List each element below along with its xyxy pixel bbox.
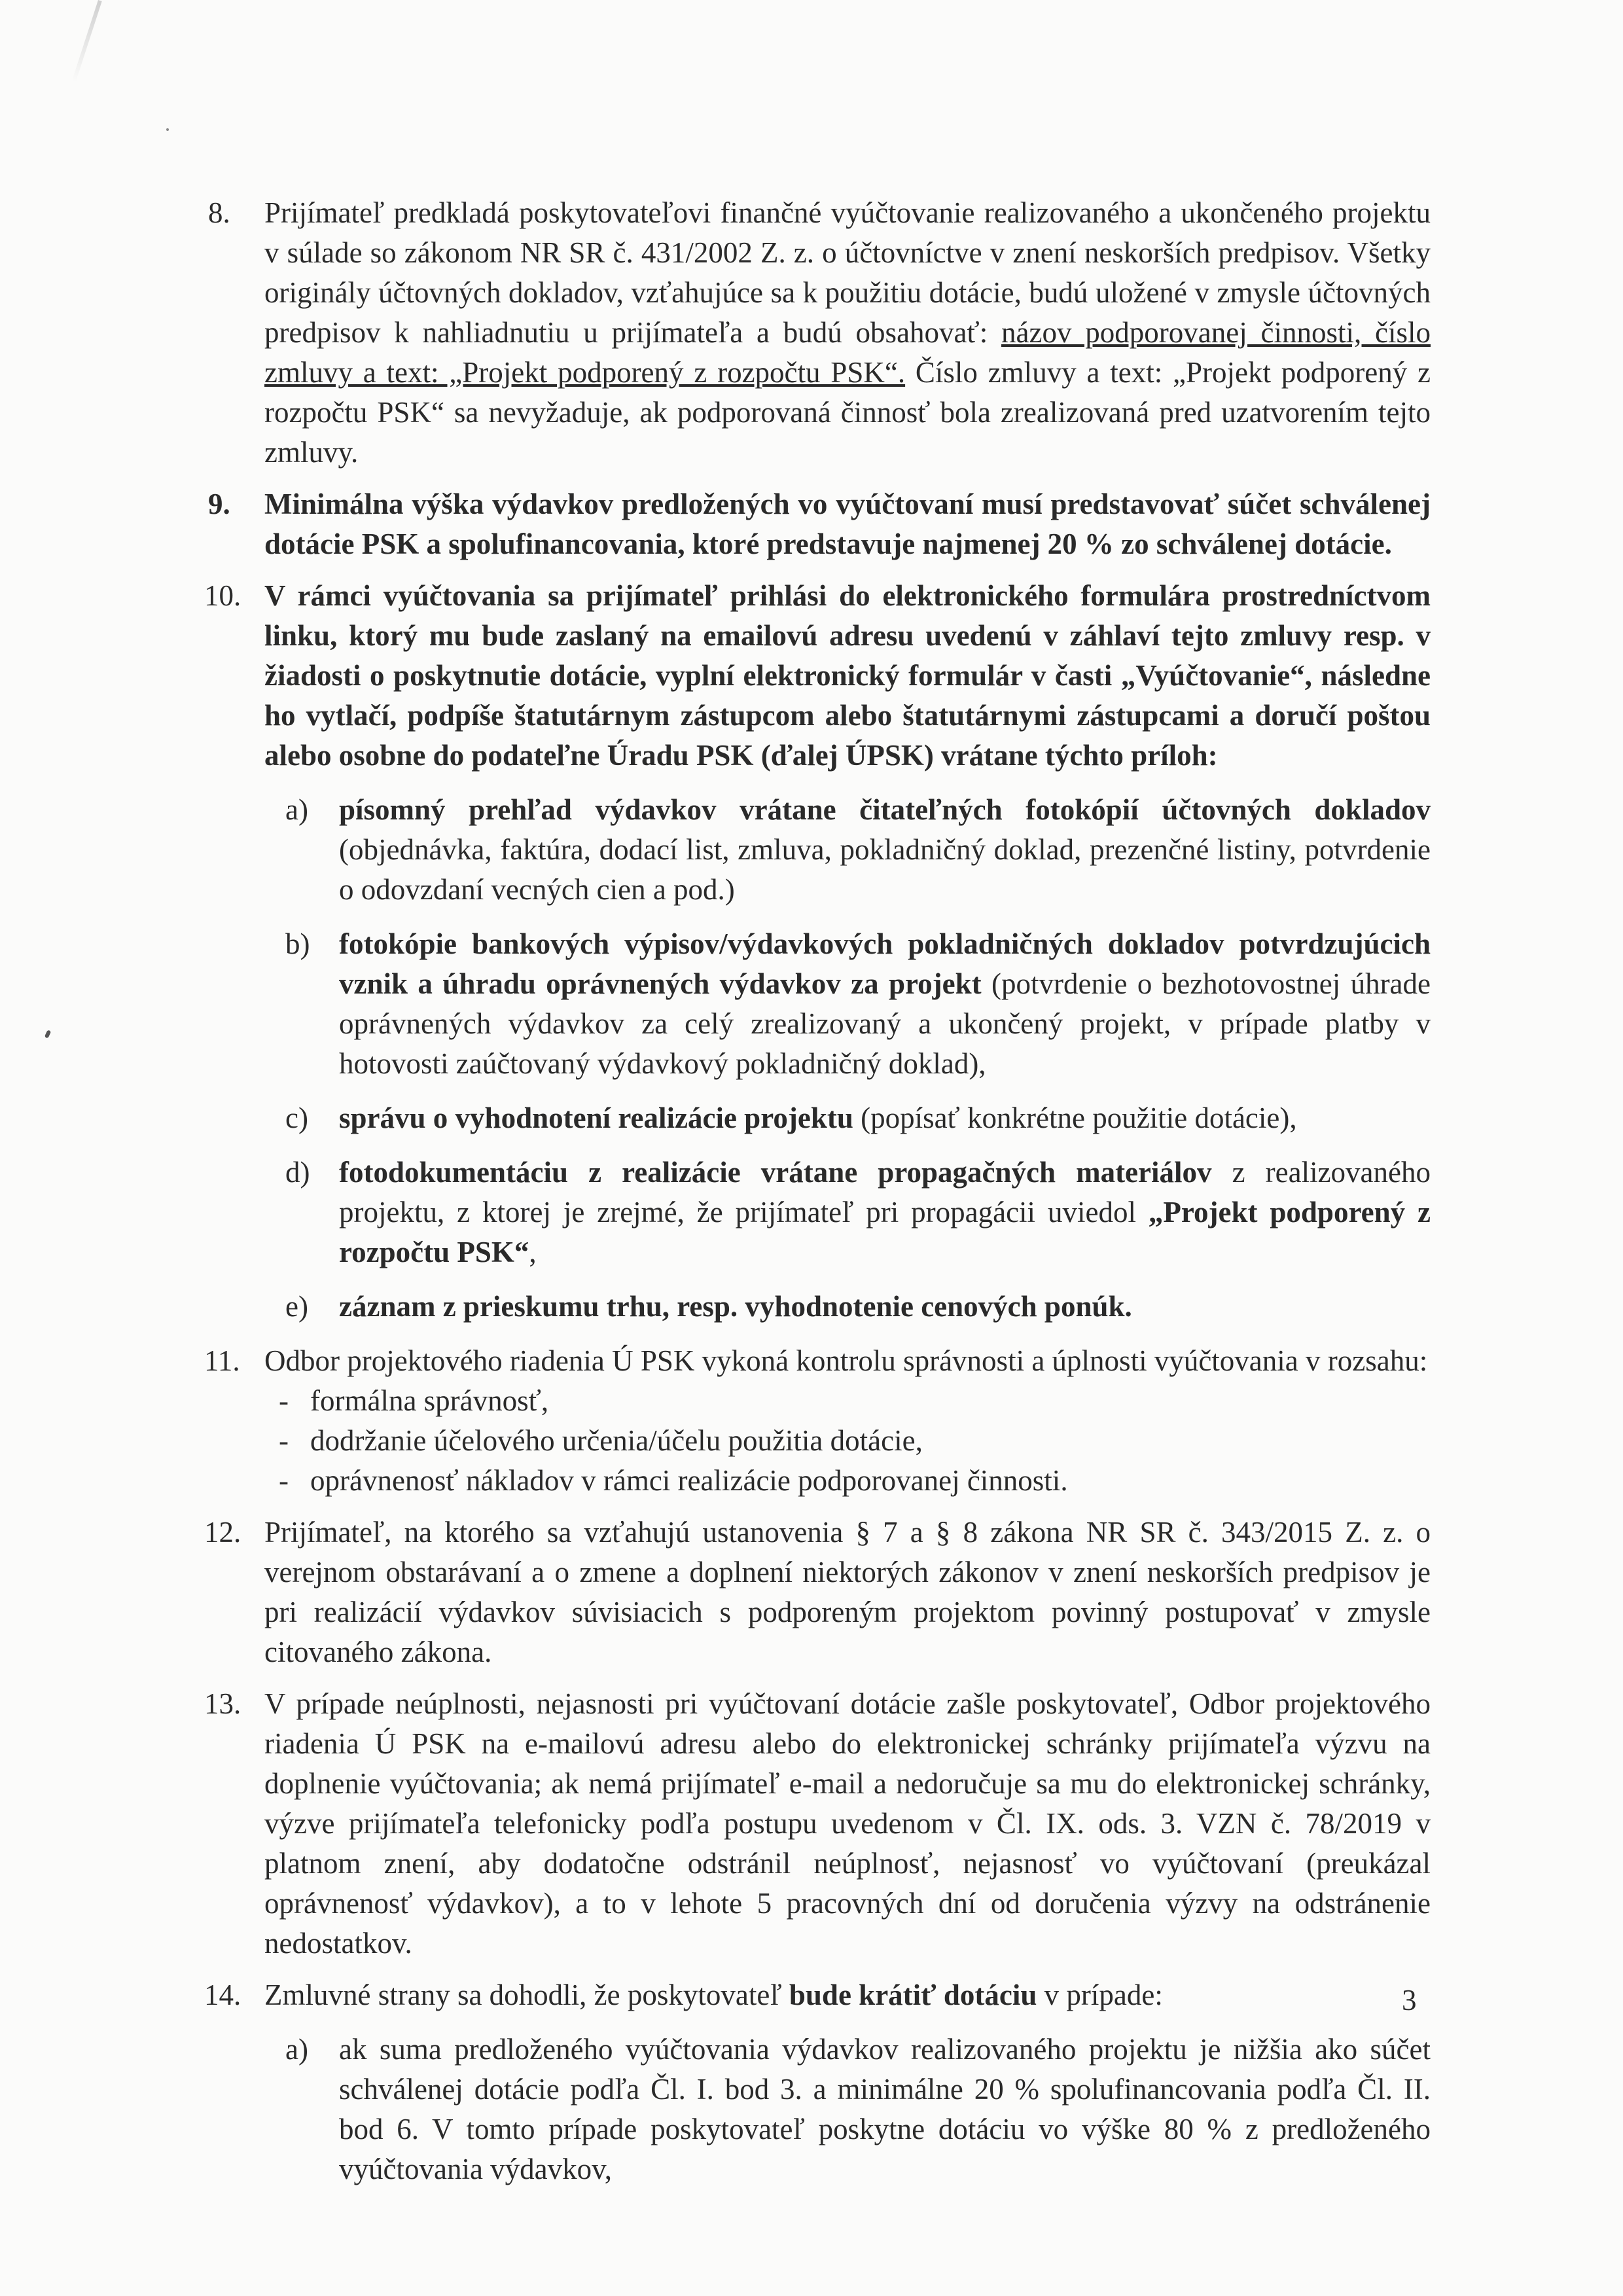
clause-12 xyxy=(204,1513,1431,1672)
clause-text: Minimálna výška výdavkov predložených vo vyúčtovaní musí predstavovať súčet schválenej dotácie PSK a spolufinancovania, ktoré predstavuje najmenej 20 % zo schválenej dotácie. xyxy=(264,488,1431,560)
clause-10 xyxy=(204,576,1431,1327)
subitem-a xyxy=(264,2030,1431,2189)
bullet-list xyxy=(264,1381,1431,1501)
subitem-text: (objednávka, faktúra, dodací list, zmluva, pokladničný doklad, prezenčné listiny, potvrdenie o odovzdaní vecných cien a pod.) xyxy=(339,833,1431,906)
clause-number: 9. xyxy=(208,488,230,520)
document-body xyxy=(204,193,1431,2204)
subitem-text-end: , xyxy=(529,1236,537,1268)
scan-speck xyxy=(166,128,169,131)
clause-text-bold: bude krátiť dotáciu xyxy=(789,1979,1037,2011)
subitem-letter: c) xyxy=(285,1102,308,1134)
clause-number: 8. xyxy=(208,196,230,229)
subitem-c xyxy=(264,1098,1431,1138)
bullet-dash: - xyxy=(279,1424,289,1457)
subitem-letter: b) xyxy=(285,927,310,960)
subitem-b xyxy=(264,924,1431,1084)
clause-number: 13. xyxy=(204,1687,241,1720)
scan-mark xyxy=(45,1030,52,1038)
subitem-text: (potvrdenie o bezhotovostnej úhrade oprávnených výdavkov za celý zrealizovaný a ukončený projekt, v prípade platby v hotovosti zaúčtovaný výdavkový pokladničný doklad), xyxy=(339,967,1431,1080)
clause-9 xyxy=(208,484,1431,564)
clause-number: 12. xyxy=(204,1516,241,1549)
clause-number: 14. xyxy=(204,1979,241,2011)
list-item-text: dodržanie účelového určenia/účelu použitia dotácie, xyxy=(310,1424,923,1457)
clause-text: Odbor projektového riadenia Ú PSK vykoná kontrolu správnosti a úplnosti vyúčtovania v rozsahu: xyxy=(264,1344,1428,1377)
clause-text: V prípade neúplnosti, nejasnosti pri vyúčtovaní dotácie zašle poskytovateľ, Odbor projektového riadenia Ú PSK na e-mailovú adresu alebo do elektronickej schránky prijímateľa výzvu na doplnenie vyúčtovania; ak nemá prijímateľ e-mail a nedoručuje sa mu do elektronickej schránky, výzve prijímateľa telefonicky podľa postupu uvedenom v Čl. IX. ods. 3. VZN č. 78/2019 v platnom znení, aby dodatočne odstránil neúplnosť, nejasnosť vo vyúčtovaní (preukázal oprávnenosť výdavkov), a to v lehote 5 pracovných dní od doručenia výzvy na odstránenie nedostatkov. xyxy=(264,1687,1431,1960)
subitem-letter: e) xyxy=(285,1290,308,1323)
clause-14 xyxy=(204,1975,1431,2189)
clause-8 xyxy=(208,193,1431,473)
bullet-dash: - xyxy=(279,1384,289,1417)
subitem-letter: d) xyxy=(285,1156,310,1189)
subitem-bold: fotodokumentáciu z realizácie vrátane propagačných materiálov xyxy=(339,1156,1212,1189)
list-item xyxy=(264,1381,1431,1421)
subitem-letter: a) xyxy=(285,793,308,826)
clause-number: 11. xyxy=(204,1344,240,1377)
subitem-bold: správu o vyhodnotení realizácie projektu xyxy=(339,1102,853,1134)
clause-text: Číslo zmluvy a text: „Projekt podporený z rozpočtu PSK“ sa nevyžaduje, ak podporovaná činnosť bola zrealizovaná pred uzatvorením tejto zmluvy. xyxy=(264,356,1431,469)
subitem-text: z realizovaného projektu, z ktorej je zrejmé, že prijímateľ pri propagácii uviedol xyxy=(339,1156,1431,1229)
subitem-bold: záznam z prieskumu trhu, resp. vyhodnotenie cenových ponúk. xyxy=(339,1290,1132,1323)
clause-text: v prípade: xyxy=(1037,1979,1163,2011)
subitem-bold-quote: „Projekt podporený z rozpočtu PSK“ xyxy=(339,1196,1431,1268)
subitem-e xyxy=(264,1287,1431,1327)
clause-number: 10. xyxy=(204,579,241,612)
subitem-text: ak suma predloženého vyúčtovania výdavkov realizovaného projektu je nižšia ako súčet schválenej dotácie podľa Čl. I. bod 3. a minimálne 20 % spolufinancovania podľa Čl. II. bod 6. V tomto prípade poskytovateľ poskytne dotáciu vo výške 80 % z predloženého vyúčtovania výdavkov, xyxy=(339,2033,1431,2185)
list-item xyxy=(264,1461,1431,1501)
scan-edge-mark xyxy=(72,0,102,82)
subitem-text: (popísať konkrétne použitie dotácie), xyxy=(853,1102,1297,1134)
list-item-text: oprávnenosť nákladov v rámci realizácie podporovanej činnosti. xyxy=(310,1464,1068,1497)
page-number: 3 xyxy=(1402,1984,1417,2017)
subitem-d xyxy=(264,1153,1431,1272)
clause-text: Prijímateľ predkladá poskytovateľovi finančné vyúčtovanie realizovaného a ukončeného projektu v súlade so zákonom NR SR č. 431/2002 Z. z. o účtovníctve v znení neskorších predpisov. Všetky originály účtovných dokladov, vzťahujúce sa k použitiu dotácie, budú uložené v zmysle účtovných predpisov k nahliadnutiu u prijímateľa a budú obsahovať: xyxy=(264,196,1431,349)
subitem-bold: písomný prehľad výdavkov vrátane čitateľných fotokópií účtovných dokladov xyxy=(339,793,1431,826)
subitem-a xyxy=(264,790,1431,910)
subitem-bold: fotokópie bankových výpisov/výdavkových pokladničných dokladov potvrdzujúcich vznik a úhradu oprávnených výdavkov za projekt xyxy=(339,927,1431,1000)
list-item xyxy=(264,1421,1431,1461)
clause-11 xyxy=(204,1341,1431,1501)
bullet-dash: - xyxy=(279,1464,289,1497)
clause-text: V rámci vyúčtovania sa prijímateľ prihlási do elektronického formulára prostredníctvom linku, ktorý mu bude zaslaný na emailovú adresu uvedenú v záhlaví tejto zmluvy resp. v žiadosti o poskytnutie dotácie, vyplní elektronický formulár v časti „Vyúčtovanie“, následne ho vytlačí, podpíše štatutárnym zástupcom alebo štatutárnymi zástupcami a doručí poštou alebo osobne do podateľne Úradu PSK (ďalej ÚPSK) vrátane týchto príloh: xyxy=(264,579,1431,772)
clause-text: Prijímateľ, na ktorého sa vzťahujú ustanovenia § 7 a § 8 zákona NR SR č. 343/2015 Z. z. o verejnom obstarávaní a o zmene a doplnení niektorých zákonov v znení neskorších predpisov je pri realizácií výdavkov súvisiacich s podporeným projektom povinný postupovať v zmysle citovaného zákona. xyxy=(264,1516,1431,1668)
clause-13 xyxy=(204,1684,1431,1964)
clause-text-underlined: názov podporovanej činnosti, číslo zmluvy a text: „Projekt podporený z rozpočtu PSK“. xyxy=(264,316,1431,389)
clause-text: Zmluvné strany sa dohodli, že poskytovateľ xyxy=(264,1979,789,2011)
subitem-letter: a) xyxy=(285,2033,308,2066)
list-item-text: formálna správnosť, xyxy=(310,1384,549,1417)
